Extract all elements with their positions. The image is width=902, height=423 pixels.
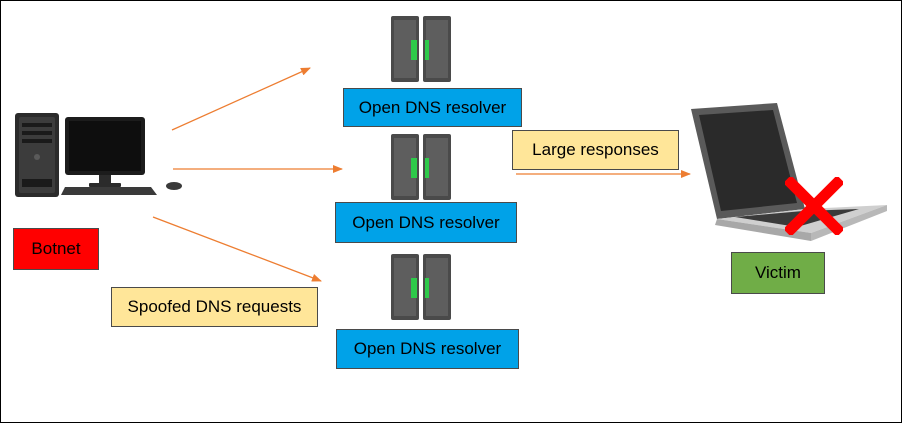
server-tower-icon (389, 132, 453, 202)
resolver-label-3: Open DNS resolver (336, 329, 519, 369)
arrow-botnet-to-resolver-3 (153, 217, 321, 281)
desktop-computer-icon (13, 109, 185, 201)
resolver-label-1: Open DNS resolver (343, 88, 522, 127)
spoofed-requests-callout: Spoofed DNS requests (111, 287, 318, 327)
botnet-label: Botnet (13, 228, 99, 270)
arrow-botnet-to-resolver-1 (172, 68, 310, 130)
red-x-icon (785, 177, 843, 235)
large-responses-callout: Large responses (512, 130, 679, 170)
victim-label: Victim (731, 252, 825, 294)
server-tower-icon (389, 14, 453, 84)
server-tower-icon (389, 252, 453, 322)
resolver-label-2: Open DNS resolver (335, 202, 517, 243)
